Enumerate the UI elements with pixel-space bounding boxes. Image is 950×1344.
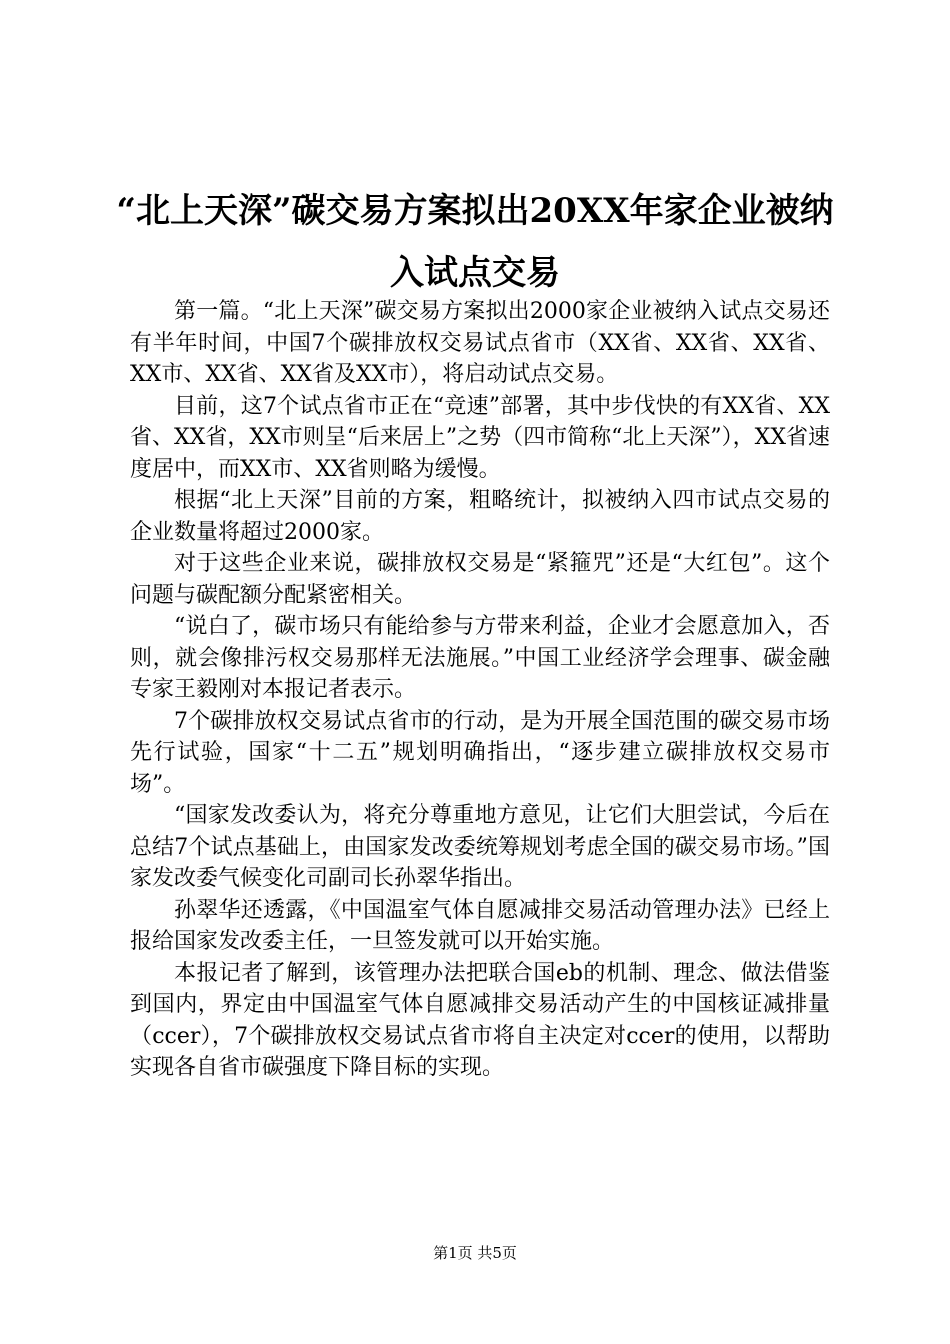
- paragraph: “国家发改委认为，将充分尊重地方意见，让它们大胆尝试，今后在总结7个试点基础上，由国家发改委统筹规划考虑全国的碳交易市场。”国家发改委气候变化司副司长孙翠华指出。: [130, 803, 830, 891]
- paragraph: 对于这些企业来说，碳排放权交易是“紧箍咒”还是“大红包”。这个问题与碳配额分配紧密相关。: [130, 551, 830, 608]
- document-body: [130, 296, 830, 1084]
- paragraph: 孙翠华还透露，《中国温室气体自愿减排交易活动管理办法》已经上报给国家发改委主任，一旦签发就可以开始实施。: [130, 897, 830, 954]
- paragraph: 根据“北上天深”目前的方案，粗略统计，拟被纳入四市试点交易的企业数量将超过2000家。: [130, 488, 830, 545]
- page-footer: 第1页 共5页: [433, 1244, 517, 1262]
- paragraph: 第一篇。“北上天深”碳交易方案拟出2000家企业被纳入试点交易还有半年时间，中国7个碳排放权交易试点省市（XX省、XX省、XX省、XX市、XX省、XX省及XX市），将启动试点交易。: [130, 299, 830, 387]
- paragraph: 目前，这7个试点省市正在“竞速”部署，其中步伐快的有XX省、XX省、XX省，XX市则呈“后来居上”之势（四市简称“北上天深”），XX省速度居中，而XX市、XX省则略为缓慢。: [130, 393, 830, 482]
- paragraph: 本报记者了解到，该管理办法把联合国eb的机制、理念、做法借鉴到国内，界定由中国温室气体自愿减排交易活动产生的中国核证减排量（ccer），7个碳排放权交易试点省市将自主决定对ccer的使用，以帮助实现各自省市碳强度下降目标的实现。: [130, 960, 830, 1080]
- paragraph: “说白了，碳市场只有能给参与方带来利益，企业才会愿意加入，否则，就会像排污权交易那样无法施展。”中国工业经济学会理事、碳金融专家王毅刚对本报记者表示。: [130, 614, 830, 702]
- paragraph: 7个碳排放权交易试点省市的行动，是为开展全国范围的碳交易市场先行试验，国家“十二五”规划明确指出，“逐步建立碳排放权交易市场”。: [130, 708, 830, 797]
- document-title: “北上天深”碳交易方案拟出20XX年家企业被纳入试点交易: [116, 191, 834, 293]
